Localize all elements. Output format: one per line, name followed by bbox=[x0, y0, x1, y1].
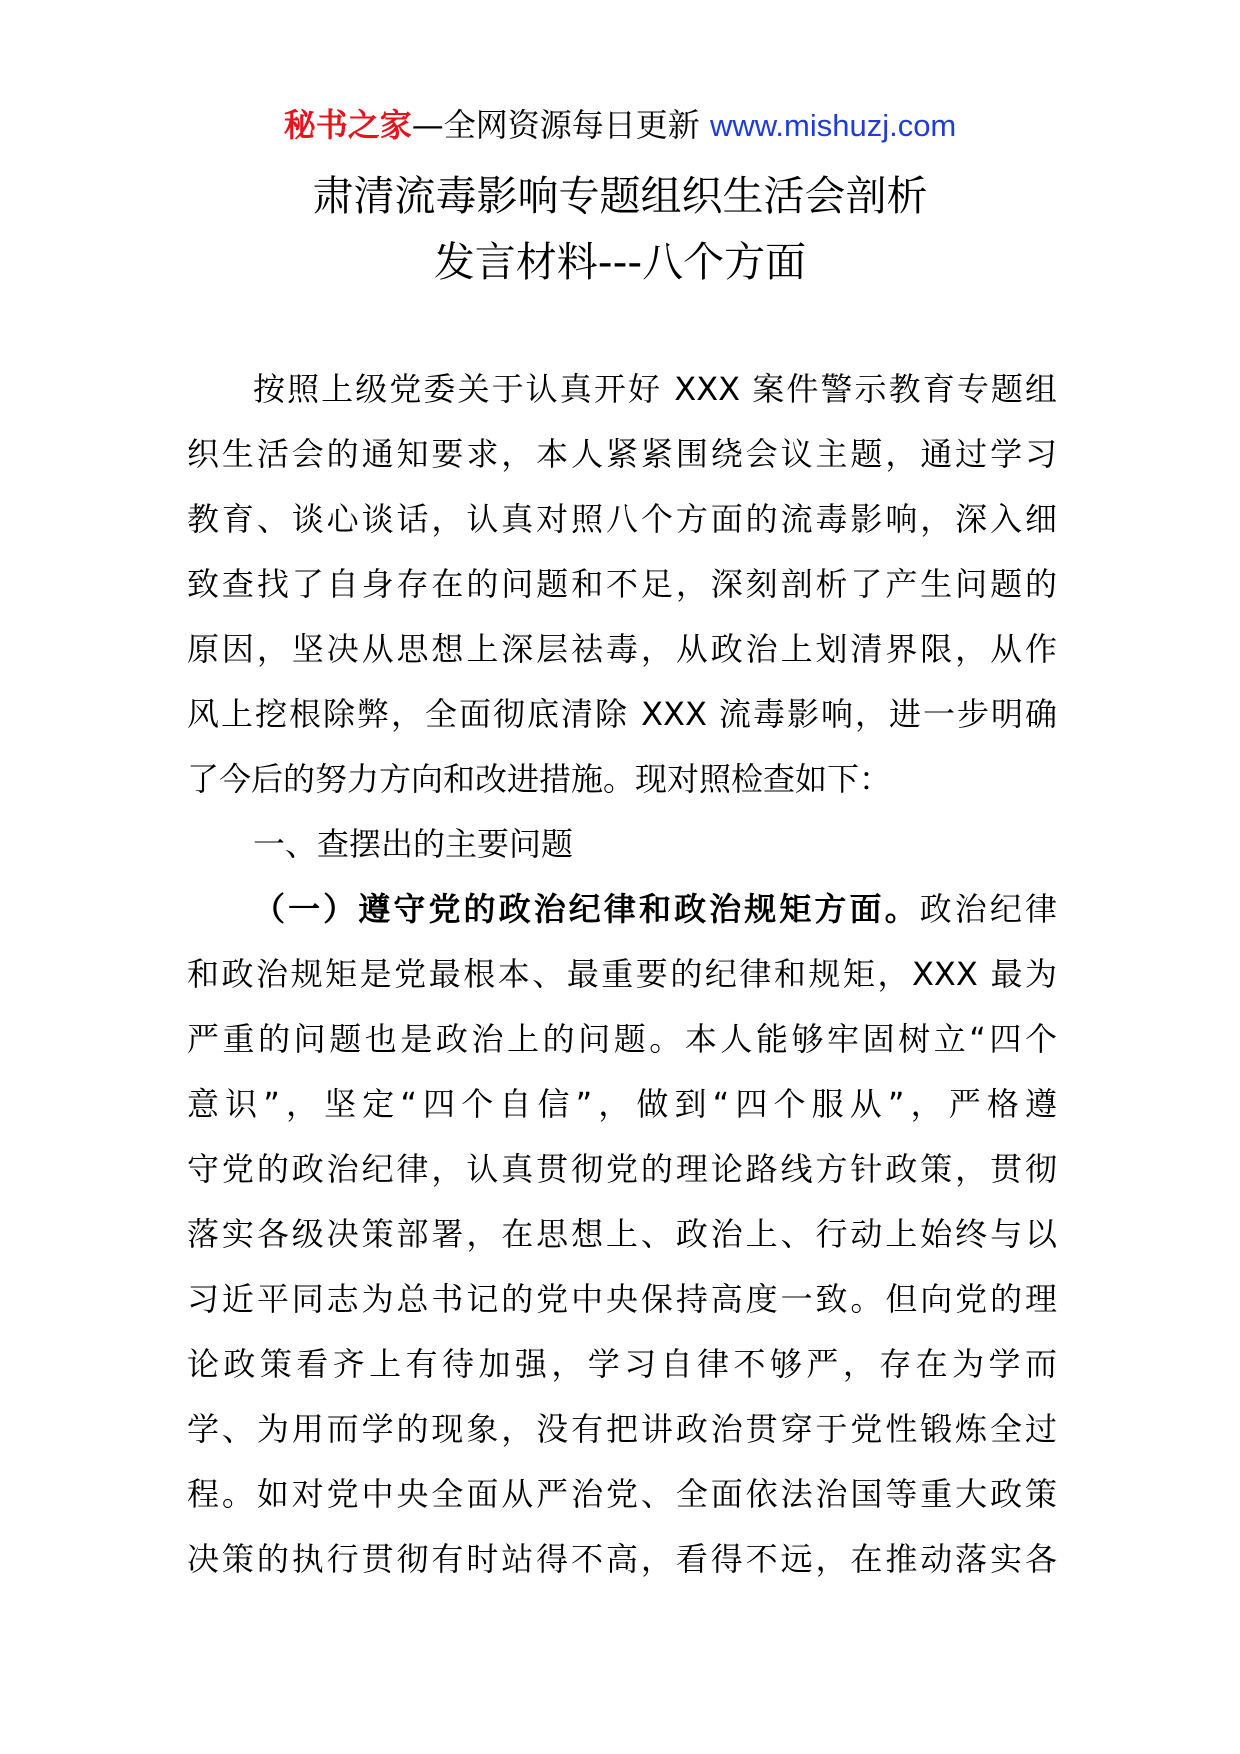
body-line: 原因，坚决从思想上深层祛毒，从政治上划清界限，从作 bbox=[187, 630, 1057, 668]
section-heading: 一、查摆出的主要问题 bbox=[253, 825, 574, 863]
body-line: 致查找了自身存在的问题和不足，深刻剖析了产生问题的 bbox=[187, 565, 1057, 603]
body-line: 按照上级党委关于认真开好 XXX 案件警示教育专题组 bbox=[253, 370, 1057, 408]
document-body bbox=[187, 357, 1057, 1592]
subsection-first-line bbox=[187, 877, 1057, 942]
body-line: 严重的问题也是政治上的问题。本人能够牢固树立“四个 bbox=[187, 1020, 1057, 1058]
document-title-line-2: 发言材料---八个方面 bbox=[433, 238, 807, 286]
site-banner bbox=[0, 100, 1240, 151]
banner-tagline: —全网资源每日更新 bbox=[411, 106, 700, 144]
body-line: 织生活会的通知要求，本人紧紧围绕会议主题，通过学习 bbox=[187, 435, 1057, 473]
body-line: 落实各级决策部署，在思想上、政治上、行动上始终与以 bbox=[187, 1215, 1057, 1253]
body-line: 教育、谈心谈话，认真对照八个方面的流毒影响，深入细 bbox=[187, 500, 1057, 538]
body-line: 了今后的努力方向和改进措施。现对照检查如下： bbox=[187, 760, 892, 798]
body-line: 意识”，坚定“四个自信”，做到“四个服从”，严格遵 bbox=[187, 1085, 1057, 1123]
body-line: 风上挖根除弊，全面彻底清除 XXX 流毒影响，进一步明确 bbox=[187, 695, 1057, 733]
subsection-first-tail: 政治纪律 bbox=[919, 890, 1057, 928]
body-line: 习近平同志为总书记的党中央保持高度一致。但向党的理 bbox=[187, 1280, 1057, 1318]
banner-brand: 秘书之家 bbox=[283, 106, 412, 144]
body-line: 程。如对党中央全面从严治党、全面依法治国等重大政策 bbox=[187, 1475, 1057, 1513]
body-line: 学、为用而学的现象，没有把讲政治贯穿于党性锻炼全过 bbox=[187, 1410, 1057, 1448]
body-line: 决策的执行贯彻有时站得不高，看得不远，在推动落实各 bbox=[187, 1540, 1057, 1578]
document-title-line-1: 肃清流毒影响专题组织生活会剖析 bbox=[312, 172, 928, 220]
body-line: 和政治规矩是党最根本、最重要的纪律和规矩，XXX 最为 bbox=[187, 955, 1057, 993]
body-line: 守党的政治纪律，认真贯彻党的理论路线方针政策，贯彻 bbox=[187, 1150, 1057, 1188]
body-line: 论政策看齐上有待加强，学习自律不够严，存在为学而 bbox=[187, 1345, 1057, 1383]
banner-url-link[interactable]: www.mishuzj.com bbox=[709, 108, 957, 143]
subsection-heading: （一）遵守党的政治纪律和政治规矩方面。 bbox=[253, 890, 920, 928]
